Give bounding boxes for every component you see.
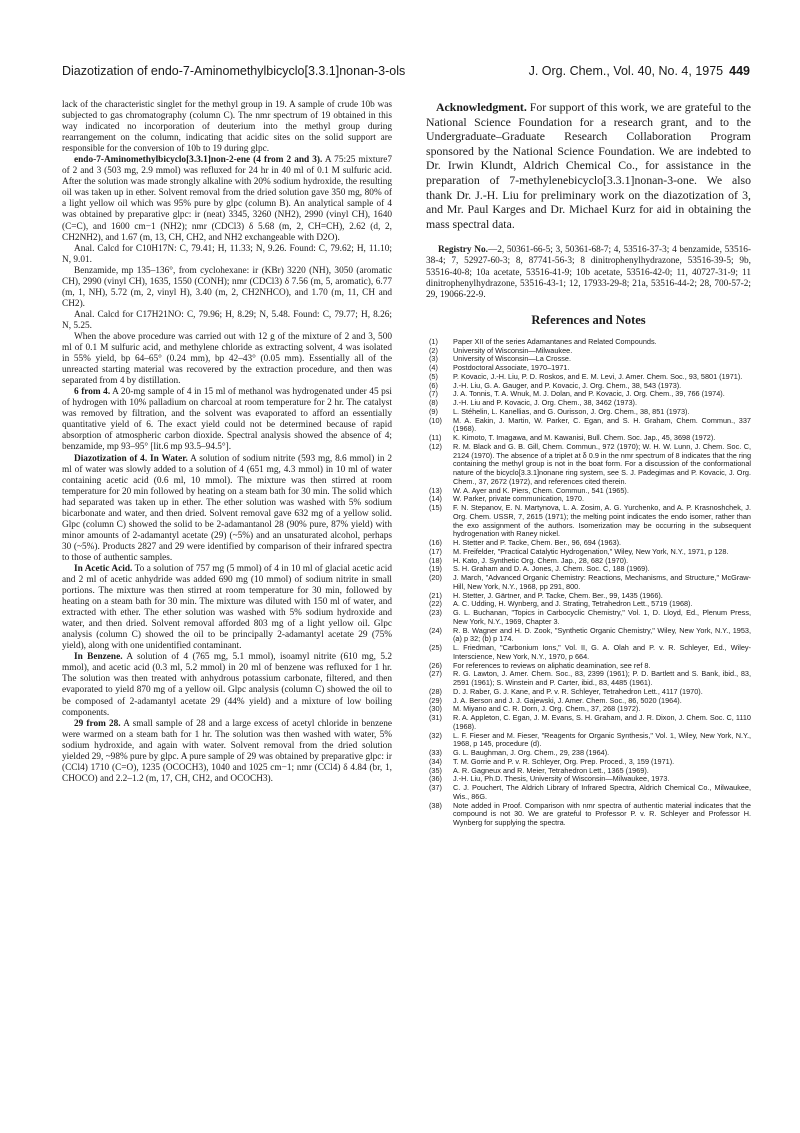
reference-text: M. Freifelder, "Practical Catalytic Hydrogenation," Wiley, New York, N.Y., 1971, p 128.: [453, 546, 729, 556]
reference-number: (9): [429, 406, 438, 416]
paragraph-text: A small sample of 28 and a large excess of acetyl chloride in benzene were warmed on a steam bath for 1 hr. The solution was then washed with water, 5% sodium hydroxide, and again with water. Solvent removal from the dried solution yielded 29, ~98% pure by glpc. A pure sample of 29 was obtained by preparative glpc: ir (CCl4) 1710 (C=O), 1235 (OCOCH3), 1040 and 1025 cm−1; nmr (CCl4) δ 4.84 (br, 1, CHOCO) and 2.2–1.2 (m, 17, CH, CH2, and OCOCH3).: [62, 718, 392, 784]
reference-text: W. Parker, private communication, 1970.: [453, 494, 584, 504]
reference-text: W. A. Ayer and K. Piers, Chem. Commun., 541 (1965).: [453, 485, 629, 495]
paragraph-text: When the above procedure was carried out with 12 g of the mixture of 2 and 3, 500 ml of 0.1 M sulfuric acid, and methylene chloride as extracting solvent, 4 was isolated in 55% yield, bp 64–65° (0.24 mm), bp 42–43° (0.05 mm). Essentially all of the unreacted starting material was recovered by the extraction procedure, and then was separated from 4 by distillation.: [62, 331, 392, 387]
body-paragraph: [62, 100, 392, 155]
reference-number: (10): [429, 415, 442, 425]
reference-text: University of Wisconsin—Milwaukee.: [453, 345, 573, 355]
paragraph-text: lack of the characteristic singlet for the methyl group in 19. A sample of crude 10b was subjected to gas chromatography (column C). The nmr spectrum of 19 obtained in this way indicated no incorporation of deuterium into the methyl group during rearrangement on the column, indicating that acidic sites on the solid support are responsible for the conversion of 10b to 19 during glpc.: [62, 100, 392, 155]
reference-number: (33): [429, 748, 442, 758]
reference-text: For references to reviews on aliphatic deamination, see ref 8.: [453, 660, 651, 670]
reference-item: [426, 627, 751, 645]
reference-number: (8): [429, 398, 438, 408]
reference-number: (13): [429, 485, 442, 495]
reference-item: [426, 802, 751, 828]
reference-text: G. L. Baughman, J. Org. Chem., 29, 238 (1964).: [453, 748, 610, 758]
reference-text: M. A. Eakin, J. Martin, W. Parker, C. Egan, and S. H. Graham, Chem. Commun., 337 (1968).: [453, 415, 751, 434]
reference-number: (4): [429, 363, 438, 373]
reference-text: H. Stetter, J. Gärtner, and P. Tacke, Chem. Ber., 99, 1435 (1966).: [453, 590, 663, 600]
right-column: [426, 100, 751, 828]
reference-text: D. J. Raber, G. J. Kane, and P. v. R. Schleyer, Tetrahedron Lett., 4117 (1970).: [453, 686, 703, 696]
reference-text: J.-H. Liu, Ph.D. Thesis, University of Wisconsin—Milwaukee, 1973.: [453, 774, 670, 784]
body-paragraph: [62, 564, 392, 652]
reference-text: H. Kato, J. Synthetic Org. Chem. Jap., 28, 682 (1970).: [453, 555, 629, 565]
reference-text: J. A. Tonnis, T. A. Wnuk, M. J. Dolan, and P. Kovacic, J. Org. Chem., 39, 766 (1974).: [453, 389, 725, 399]
acknowledgment-heading: Acknowledgment.: [436, 100, 527, 114]
reference-number: (30): [429, 704, 442, 714]
reference-item: [426, 504, 751, 539]
reference-text: K. Kimoto, T. Imagawa, and M. Kawanisi, Bull. Chem. Soc. Jap., 45, 3698 (1972).: [453, 433, 716, 443]
reference-number: (23): [429, 608, 442, 618]
reference-number: (27): [429, 669, 442, 679]
reference-text: L. Stéhelin, L. Kanellias, and G. Ourisson, J. Org. Chem., 38, 851 (1973).: [453, 406, 690, 416]
reference-text: J. March, "Advanced Organic Chemistry: Reactions, Mechanisms, and Structure," McGraw-Hill, New York, N.Y., 1968, pp 291, 800.: [453, 573, 751, 591]
reference-number: (26): [429, 660, 442, 670]
body-paragraph: [62, 310, 392, 332]
body-paragraph: [62, 719, 392, 785]
registry-text: —2, 50361-66-5; 3, 50361-68-7; 4, 53516-37-3; 4 benzamide, 53516-38-4; 7, 52927-60-3; 8, 87741-56-3; 8 dinitrophenylhydrazone, 53516-39-5; 9b, 53516-40-8; 10a acetate, 53516-41-9; 10b acetate, 53516-42-0; 11, 40727-31-9; 11 dinitrophenylhydrazone, 53516-43-1; 12, 17933-29-8; 21a, 53516-44-2; 28, 700-57-2; 29, 19066-22-9.: [426, 245, 751, 300]
reference-text: L. Friedman, "Carbonium Ions," Vol. II, G. A. Olah and P. v. R. Schleyer, Ed., Wiley-Interscience, New York, N.Y., 1970, p 664.: [453, 643, 751, 661]
reference-text: L. F. Fieser and M. Fieser, "Reagents for Organic Synthesis," Vol. 1, Wiley, New York, N.Y., 1968, p 145, procedure (d).: [453, 730, 751, 749]
reference-text: H. Stetter and P. Tacke, Chem. Ber., 96, 694 (1963).: [453, 538, 622, 548]
reference-number: (7): [429, 389, 438, 399]
reference-text: S. H. Graham and D. A. Jones, J. Chem. Soc. C, 188 (1969).: [453, 564, 650, 574]
reference-number: (15): [429, 503, 442, 513]
reference-number: (32): [429, 730, 442, 740]
paragraph-run-in-heading: 29 from 28.: [74, 718, 121, 729]
reference-number: (22): [429, 599, 442, 609]
reference-number: (34): [429, 756, 442, 766]
body-paragraph: [62, 332, 392, 387]
reference-text: Postdoctoral Associate, 1970–1971.: [453, 363, 570, 373]
running-header: [62, 64, 750, 82]
reference-number: (1): [429, 336, 438, 346]
reference-item: [426, 574, 751, 592]
reference-item: [426, 714, 751, 732]
reference-text: R. A. Appleton, C. Egan, J. M. Evans, S. H. Graham, and J. R. Dixon, J. Chem. Soc. C, 1110 (1968).: [453, 713, 751, 731]
paragraph-text: Anal. Calcd for C17H21NO: C, 79.96; H, 8.29; N, 5.48. Found: C, 79.77; H, 8.26; N, 5.25.: [62, 309, 392, 331]
reference-number: (24): [429, 625, 442, 635]
reference-text: A. C. Udding, H. Wynberg, and J. Strating, Tetrahedron Lett., 5719 (1968).: [453, 599, 693, 609]
reference-text: Note added in Proof. Comparison with nmr spectra of authentic material indicates that the compound is not 30. We are grateful to Professor P. v. R. Schleyer and Professor H. Wynberg for supplying the spectra.: [453, 800, 751, 828]
reference-item: [426, 644, 751, 662]
paragraph-text: A solution of 4 (765 mg, 5.1 mmol), isoamyl nitrite (610 mg, 5.2 mmol), and acetic acid (0.3 ml, 5.2 mmol) in 20 ml of benzene was refluxed for 1 hr. The solution was then treated with anhydrous potassium carbonate, filtered, and then evaporated to yield 870 mg of a yellow oil. Glpc analysis (column C) showed the oil to be composed of 2-adamantyl acetate 29 (44% yield) and a mixture of low boiling components.: [62, 652, 392, 718]
reference-text: R. M. Black and G. B. Gill, Chem. Commun., 972 (1970); W. H. W. Lunn, J. Chem. Soc. C, 2124 (1970). The absence of a triplet at δ 0.9 in the nmr spectrum of 8 indicates that the ring containing the methyl group is not in the boat form. For a discussion of the conformational nature of the bicyclo[3.3.1]nonane ring system, see S. J. Padegimas and P. Kovacic, J. Org. Chem., 37, 2672 (1972), and references cited therein.: [453, 441, 752, 486]
reference-number: (31): [429, 713, 442, 723]
reference-item: [426, 609, 751, 627]
paragraph-text: To a solution of 757 mg (5 mmol) of 4 in 10 ml of glacial acetic acid and 2 ml of acetic anhydride was added 690 mg (10 mmol) of sodium nitrite in small portions. The mixture was then stirred at room temperature for 30 min, followed by heating on a steam bath for 30 min. The mixture was diluted with 150 ml of water, and extracted with ether. The ether solution was washed with 5% sodium hydroxide and water, and then dried. Solvent removal afforded 803 mg of a light yellow oil. Glpc analysis (column C) showed the oil to be principally 2-adamantyl acetate 29 (75% yield), along with one unidentified contaminant.: [62, 563, 392, 652]
reference-text: University of Wisconsin—La Crosse.: [453, 354, 572, 364]
reference-number: (2): [429, 345, 438, 355]
paragraph-run-in-heading: In Benzene.: [74, 652, 123, 663]
reference-text: J. A. Berson and J. J. Gajewski, J. Amer. Chem. Soc., 86, 5020 (1964).: [453, 695, 682, 705]
reference-item: [426, 732, 751, 750]
reference-text: C. J. Pouchert, The Aldrich Library of Infrared Spectra, Aldrich Chemical Co., Milwaukee, Wis., 86G.: [453, 783, 751, 801]
reference-text: P. Kovacic, J.-H. Liu, P. D. Roskos, and E. M. Levi, J. Amer. Chem. Soc., 93, 5801 (1971).: [453, 371, 743, 381]
reference-item: [426, 443, 751, 487]
left-column: [62, 100, 392, 785]
reference-number: (37): [429, 783, 442, 793]
body-paragraph: [62, 155, 392, 243]
reference-number: (25): [429, 643, 442, 653]
reference-number: (35): [429, 765, 442, 775]
reference-number: (36): [429, 774, 442, 784]
header-journal: [529, 64, 750, 78]
paragraph-run-in-heading: In Acetic Acid.: [74, 563, 133, 574]
journal-citation: J. Org. Chem., Vol. 40, No. 4, 1975: [528, 64, 724, 78]
body-paragraph: [62, 454, 392, 564]
reference-number: (19): [429, 564, 442, 574]
reference-number: (11): [429, 433, 442, 443]
body-paragraph: [62, 387, 392, 453]
references-list: [426, 338, 751, 828]
reference-number: (16): [429, 538, 442, 548]
reference-number: (17): [429, 546, 442, 556]
reference-number: (28): [429, 686, 442, 696]
reference-text: A. R. Gagneux and R. Meier, Tetrahedron Lett., 1365 (1969).: [453, 765, 649, 775]
paragraph-text: Anal. Calcd for C10H17N: C, 79.41; H, 11.33; N, 9.26. Found: C, 79.62; H, 11.10; N, 9.01.: [62, 243, 392, 265]
reference-text: J.-H. Liu, G. A. Gauger, and P. Kovacic, J. Org. Chem., 38, 543 (1973).: [453, 380, 682, 390]
reference-number: (6): [429, 380, 438, 390]
reference-text: M. Miyano and C. R. Dorn, J. Org. Chem., 37, 268 (1972).: [453, 704, 641, 714]
reference-text: Paper XII of the series Adamantanes and Related Compounds.: [453, 336, 657, 346]
acknowledgment-paragraph: [426, 100, 751, 231]
paragraph-text: A solution of sodium nitrite (593 mg, 8.6 mmol) in 2 ml of water was slowly added to a solution of 4 (651 mg, 4.3 mmol) in 10 ml of water containing acetic acid (0.6 ml, 10 mmol). The mixture was then stirred at room temperature for 20 min followed by heating on a steam bath for 30 min. The solid which had separated was taken up in ether. The ether solution was washed with 5% sodium bicarbonate and water, and then dried. Solvent removal gave 632 mg of a yellow solid. Glpc (column C) showed the solid to be 2-adamantanol 28 (90% pure, 87% yield) with minor amounts of 2-adamantyl acetate (29) (~5%) and an unsaturated alcohol, perhaps 30 (~5%). Products 2827 and 29 were identified by comparison of their infrared spectra to those of authentic samples.: [62, 453, 393, 563]
reference-text: G. L. Buchanan, "Topics in Carbocyclic Chemistry," Vol. 1, D. Lloyd, Ed., Plenum Press, New York, N.Y., 1969, Chapter 3.: [453, 608, 751, 626]
reference-number: (18): [429, 555, 442, 565]
reference-item: [426, 670, 751, 688]
reference-number: (12): [429, 441, 442, 451]
reference-text: F. N. Stepanov, E. N. Martynova, L. A. Zosim, A. G. Yurchenko, and A. P. Krasnoshchek, J. Org. Chem. USSR, 7, 2615 (1971); the melting point indicates the endo isomer, rather than the exo assignment of the authors. Isomerization may be occurring in the subsequent hydrogenation with Raney nickel.: [453, 503, 751, 539]
reference-text: J.-H. Liu and P. Kovacic, J. Org. Chem., 38, 3462 (1973).: [453, 398, 638, 408]
reference-number: (14): [429, 494, 442, 504]
references-title: References and Notes: [531, 312, 646, 327]
reference-number: (38): [429, 800, 442, 810]
body-paragraph: [62, 244, 392, 266]
reference-number: (29): [429, 695, 442, 705]
acknowledgment-text: For support of this work, we are grateful to the National Science Foundation for a research grant, and to the Undergraduate–Graduate Research Collaboration Program sponsored by the National Science Foundation. We are indebted to Dr. Irwin Klundt, Aldrich Chemical Co., for assistance in the preparation of 7-methylenebicyclo[3.3.1]nonan-3-one. We also thank Dr. J.-H. Liu for preliminary work on the diazotization of 3, and Mr. Paul Karges and Dr. Michael Kurz for aid in obtaining the mass spectral data.: [426, 100, 751, 231]
reference-number: (3): [429, 354, 438, 364]
reference-item: [426, 417, 751, 435]
reference-number: (5): [429, 371, 438, 381]
registry-heading: Registry No.: [438, 245, 488, 256]
paragraph-run-in-heading: 6 from 4.: [74, 387, 111, 398]
paragraph-run-in-heading: Diazotization of 4. In Water.: [74, 453, 188, 464]
registry-paragraph: [426, 245, 751, 300]
reference-text: T. M. Gorrie and P. v. R. Schleyer, Org. Prep. Proced., 3, 159 (1971).: [453, 756, 675, 766]
reference-number: (21): [429, 590, 442, 600]
paragraph-text: A 75:25 mixture7 of 2 and 3 (503 mg, 2.9 mmol) was refluxed for 24 hr in 40 ml of 0.1 M sulfuric acid. After the solution was made strongly alkaline with 20% sodium hydroxide, the resulting oil was taken up in ether. Solvent removal from the dried solution gave 350 mg, 80% of a light yellow oil which was 95% pure by glpc (column B). An analytical sample of 4 was obtained by preparative glpc: ir (neat) 3345, 3260 (NH2), 2990 (vinyl CH), 1640 (C=C), and 1600 cm−1 (NH2); nmr (CDCl3) δ 5.68 (m, 2, CH=CH), 2.62 (d, 2, CH2NH2), and 1.67 (m, 13, CH, CH2, and NH2 exchangeable with D2O).: [62, 155, 392, 243]
paragraph-text: A 20-mg sample of 4 in 15 ml of methanol was hydrogenated under 45 psi of hydrogen with 10% palladium on charcoal at room temperature for 2 hr. The catalyst was removed by filtration, and the solvent was evaporated to afford an essentially quantitative yield of 6. The exact yield could not be determined because of rapid absorption of atmospheric carbon dioxide. Spectral analysis showed the absence of 4; benzamide, mp 93–95° [lit.6 mp 93.5–94.5°].: [62, 387, 392, 453]
header-title: Diazotization of endo-7-Aminomethylbicyclo[3.3.1]nonan-3-ols: [62, 64, 406, 78]
page-number: 449: [729, 64, 750, 78]
reference-item: [426, 784, 751, 802]
paragraph-text: Benzamide, mp 135–136°, from cyclohexane: ir (KBr) 3220 (NH), 3050 (aromatic CH), 2990 (vinyl CH), 1635, 1550 (CONH); nmr (CDCl3) δ 7.56 (m, 5, aromatic), 6.77 (m, 1, NH), 5.72 (m, 2, vinyl H), 3.40 (m, 2, CH2NHCO), and 1.70 (m, 11, CH and CH2).: [62, 265, 392, 309]
body-paragraph: [62, 652, 392, 718]
body-paragraph: [62, 266, 392, 310]
reference-text: R. G. Lawton, J. Amer. Chem. Soc., 83, 2399 (1961); P. D. Bartlett and S. Bank, ibid., 83, 2591 (1961); S. Winstein and P. Carter, ibid., 83, 4485 (1961).: [453, 669, 751, 688]
reference-text: R. B. Wagner and H. D. Zook, "Synthetic Organic Chemistry," Wiley, New York, N.Y., 1953, (a) p 32; (b) p 174.: [453, 625, 751, 644]
paragraph-run-in-heading: endo-7-Aminomethylbicyclo[3.3.1]non-2-ene (4 from 2 and 3).: [74, 155, 323, 166]
reference-number: (20): [429, 573, 442, 583]
